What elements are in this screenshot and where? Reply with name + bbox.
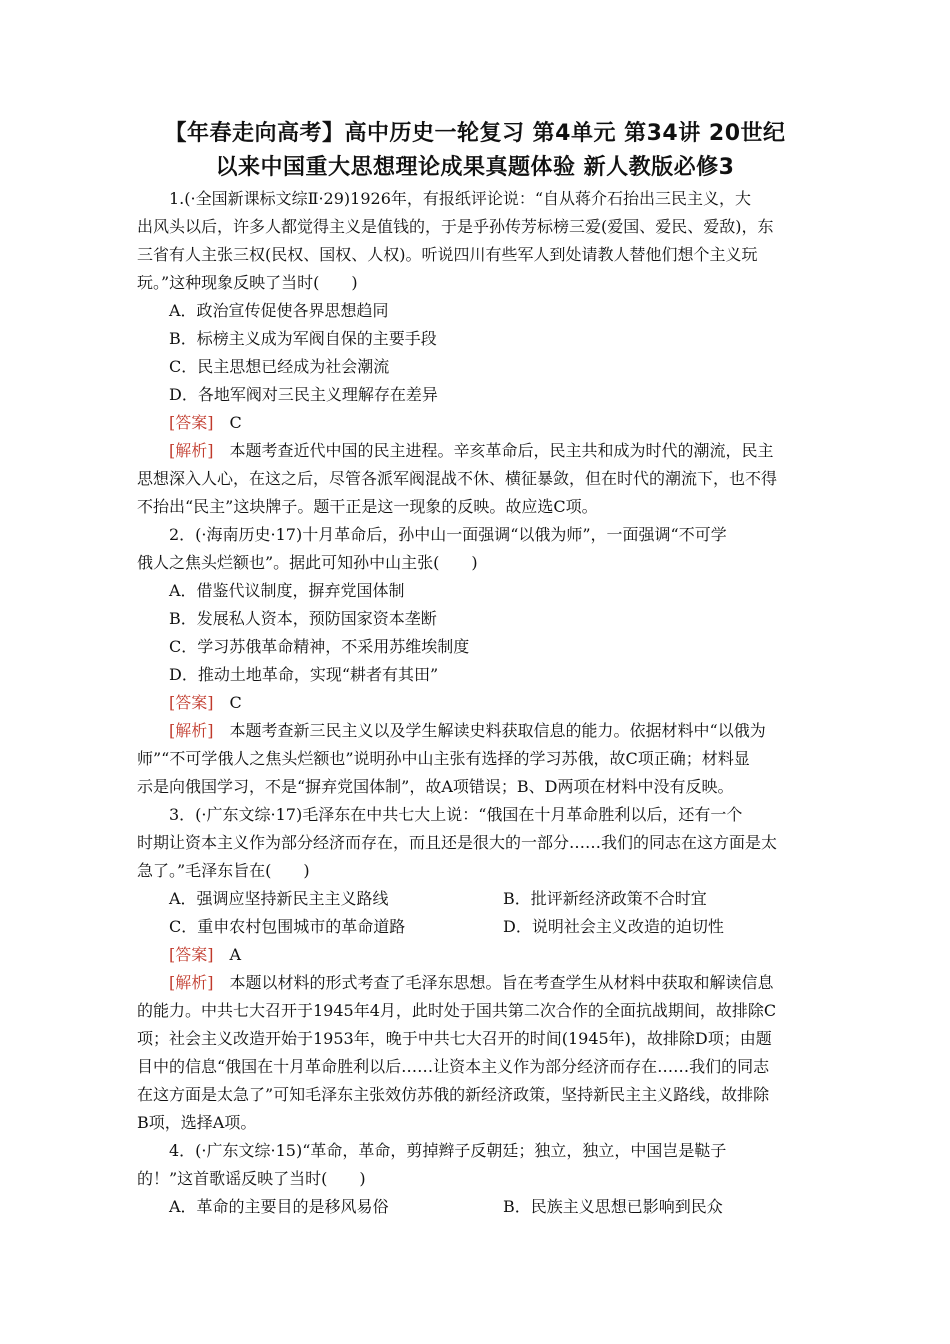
question-2-stem-line: 俄人之焦头烂额也”。据此可知孙中山主张( ) [137, 553, 478, 572]
question-1-analysis-line: 不抬出“民主”这块牌子。题干正是这一现象的反映。故应选C项。 [137, 497, 598, 516]
analysis-tag: [解析] [169, 721, 214, 740]
question-3-analysis-line: B项，选择A项。 [137, 1113, 257, 1132]
question-3-stem-line: 急了。”毛泽东旨在( ) [137, 861, 310, 880]
question-4-option-b: B．民族主义思想已影响到民众 [503, 1197, 723, 1216]
question-2-answer [169, 689, 242, 717]
question-3-option-b: B．批评新经济政策不合时宜 [503, 889, 707, 908]
question-3-option-c: C．重申农村包围城市的革命道路 [169, 917, 406, 936]
question-1-analysis-line: 思想深入人心，在这之后，尽管各派军阀混战不休、横征暴敛，但在时代的潮流下，也不得 [137, 469, 778, 488]
question-2-analysis-line: 示是向俄国学习，不是“摒弃党国体制”，故A项错误；B、D两项在材料中没有反映。 [137, 777, 734, 796]
question-2-analysis [169, 717, 766, 745]
answer-tag: [答案] [169, 693, 214, 712]
question-1-option-c: C．民主思想已经成为社会潮流 [169, 357, 390, 376]
question-4-stem-line: 4．(·广东文综·15)“革命，革命，剪掉辫子反朝廷；独立，独立，中国岂是鞑子 [169, 1141, 727, 1160]
analysis-tag: [解析] [169, 441, 214, 460]
question-3-analysis-line: 项；社会主义改造开始于1953年，晚于中共七大召开的时间(1945年)，故排除D项；由题 [137, 1029, 772, 1048]
question-3-stem-line: 3．(·广东文综·17)毛泽东在中共七大上说：“俄国在十月革命胜利以后，还有一个 [169, 805, 743, 824]
question-1-answer [169, 409, 242, 437]
question-3-analysis-line: 的能力。中共七大召开于1945年4月，此时处于国共第二次合作的全面抗战期间，故排除C [137, 1001, 777, 1020]
question-2-analysis-line: 师”“不可学俄人之焦头烂额也”说明孙中山主张有选择的学习苏俄，故C项正确；材料显 [137, 749, 750, 768]
question-1-stem-line: 1.(·全国新课标文综Ⅱ·29)1926年，有报纸评论说：“自从蒋介石抬出三民主义，大 [169, 189, 752, 208]
question-1-stem-line: 出风头以后，许多人都觉得主义是值钱的，于是乎孙传芳标榜三爱(爱国、爱民、爱敌)，东 [137, 217, 774, 236]
question-1-analysis [169, 437, 774, 465]
question-3-option-d: D．说明社会主义改造的迫切性 [503, 917, 724, 936]
answer-value: A [229, 945, 242, 964]
question-2-option-c: C．学习苏俄革命精神，不采用苏维埃制度 [169, 637, 470, 656]
question-1-stem-line: 玩。”这种现象反映了当时( ) [137, 273, 358, 292]
question-3-answer [169, 941, 241, 969]
question-1-option-d: D．各地军阀对三民主义理解存在差异 [169, 385, 438, 404]
answer-value: C [229, 413, 242, 432]
document-title-line-2: 以来中国重大思想理论成果真题体验 新人教版必修3 [215, 155, 735, 180]
answer-tag: [答案] [169, 413, 214, 432]
question-3-analysis-line: 在这方面是太急了”可知毛泽东主张效仿苏俄的新经济政策，坚持新民主主义路线，故排除 [137, 1085, 770, 1104]
analysis-tag: [解析] [169, 973, 214, 992]
question-2-option-d: D．推动土地革命，实现“耕者有其田” [169, 665, 439, 684]
question-1-option-b: B．标榜主义成为军阀自保的主要手段 [169, 329, 437, 348]
question-2-stem-line: 2．(·海南历史·17)十月革命后，孙中山一面强调“以俄为师”，一面强调“不可学 [169, 525, 727, 544]
question-1-option-a: A．政治宣传促使各界思想趋同 [169, 301, 389, 320]
analysis-text: 本题以材料的形式考查了毛泽东思想。旨在考查学生从材料中获取和解读信息 [229, 973, 774, 992]
question-3-analysis [169, 969, 774, 997]
document-title-line-1: 【年春走向高考】高中历史一轮复习 第4单元 第34讲 20世纪 [164, 121, 786, 146]
analysis-text: 本题考查近代中国的民主进程。辛亥革命后，民主共和成为时代的潮流，民主 [229, 441, 774, 460]
question-3-stem-line: 时期让资本主义作为部分经济而存在，而且还是很大的一部分……我们的同志在这方面是太 [137, 833, 778, 852]
question-1-stem-line: 三省有人主张三权(民权、国权、人权)。听说四川有些军人到处请教人替他们想个主义玩 [137, 245, 758, 264]
answer-value: C [229, 693, 242, 712]
question-4-stem-line: 的！”这首歌谣反映了当时( ) [137, 1169, 366, 1188]
question-4-option-a: A．革命的主要目的是移风易俗 [169, 1197, 389, 1216]
question-2-option-b: B．发展私人资本，预防国家资本垄断 [169, 609, 437, 628]
question-2-option-a: A．借鉴代议制度，摒弃党国体制 [169, 581, 405, 600]
answer-tag: [答案] [169, 945, 214, 964]
question-3-analysis-line: 目中的信息“俄国在十月革命胜利以后……让资本主义作为部分经济而存在……我们的同志 [137, 1057, 770, 1076]
question-3-option-a: A．强调应坚持新民主主义路线 [169, 889, 389, 908]
analysis-text: 本题考查新三民主义以及学生解读史料获取信息的能力。依据材料中“以俄为 [229, 721, 766, 740]
